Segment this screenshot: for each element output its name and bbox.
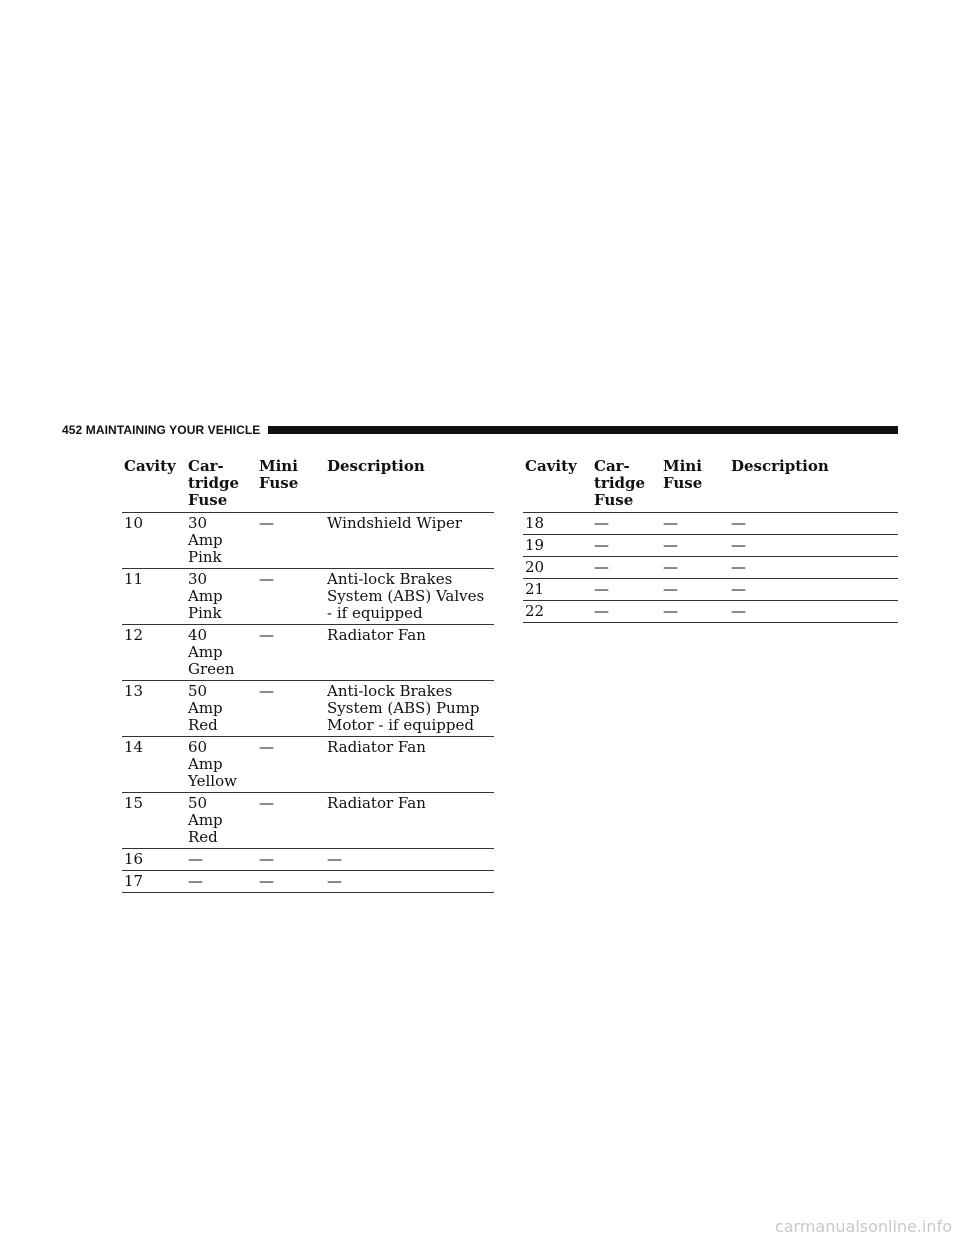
table-row <box>122 871 494 893</box>
description-cell-text: Anti-lock Brakes System (ABS) Valves - if equipped <box>327 570 485 622</box>
cartridge-fuse-cell-text: 40 Amp Green <box>188 626 235 678</box>
table-row <box>523 513 898 535</box>
table-row <box>122 849 494 871</box>
cavity-cell-text: 15 <box>124 794 144 812</box>
description-cell-text: Radiator Fan <box>327 738 426 756</box>
column-header-cartridge <box>186 456 257 513</box>
description-cell <box>729 557 898 579</box>
mini-fuse-cell-text: — <box>259 570 274 588</box>
mini-fuse-cell-text: — <box>663 602 678 620</box>
cartridge-fuse-cell <box>186 513 257 569</box>
description-cell-text: Radiator Fan <box>327 626 426 644</box>
fuse-table-right-body <box>523 513 898 623</box>
cartridge-fuse-cell-text: 60 Amp Yellow <box>188 738 237 790</box>
cavity-cell <box>523 601 592 623</box>
mini-fuse-cell-text: — <box>259 626 274 644</box>
cartridge-fuse-cell <box>186 681 257 737</box>
cavity-cell-text: 19 <box>525 536 545 554</box>
description-cell-text: — <box>327 850 342 868</box>
cartridge-fuse-cell-text: 30 Amp Pink <box>188 514 223 566</box>
cartridge-fuse-cell-text: — <box>594 580 609 598</box>
cavity-cell-text: 21 <box>525 580 545 598</box>
fuse-table-right <box>523 456 898 623</box>
table-row <box>523 557 898 579</box>
cavity-cell <box>122 681 186 737</box>
cavity-cell-text: 18 <box>525 514 545 532</box>
description-cell-text: — <box>731 514 746 532</box>
cartridge-fuse-cell-text: — <box>594 558 609 576</box>
cavity-cell-text: 22 <box>525 602 545 620</box>
description-cell-text: — <box>731 536 746 554</box>
column-header-mini-text: Mini Fuse <box>259 457 299 492</box>
description-cell <box>325 793 494 849</box>
mini-fuse-cell <box>257 625 325 681</box>
cartridge-fuse-cell-text: 50 Amp Red <box>188 682 223 734</box>
mini-fuse-cell <box>257 849 325 871</box>
description-cell <box>729 513 898 535</box>
column-header-mini <box>257 456 325 513</box>
description-cell-text: — <box>327 872 342 890</box>
mini-fuse-cell <box>257 681 325 737</box>
cavity-cell-text: 12 <box>124 626 144 644</box>
column-header-cartridge <box>592 456 661 513</box>
cavity-cell <box>122 737 186 793</box>
cavity-cell <box>523 557 592 579</box>
cartridge-fuse-cell-text: — <box>594 602 609 620</box>
cartridge-fuse-cell <box>186 569 257 625</box>
description-cell-text: Windshield Wiper <box>327 514 463 532</box>
cartridge-fuse-cell-text: — <box>188 872 203 890</box>
cartridge-fuse-cell <box>186 737 257 793</box>
mini-fuse-cell <box>661 601 729 623</box>
cavity-cell <box>122 569 186 625</box>
cartridge-fuse-cell <box>186 871 257 893</box>
description-cell-text: Anti-lock Brakes System (ABS) Pump Motor - if equipped <box>327 682 480 734</box>
description-cell <box>325 871 494 893</box>
cavity-cell-text: 13 <box>124 682 144 700</box>
mini-fuse-cell-text: — <box>663 536 678 554</box>
cavity-cell <box>122 871 186 893</box>
description-cell <box>729 601 898 623</box>
column-header-cartridge-text: Car- tridge Fuse <box>188 457 240 509</box>
description-cell-text: — <box>731 602 746 620</box>
mini-fuse-cell-text: — <box>259 738 274 756</box>
table-header-row <box>122 456 494 513</box>
mini-fuse-cell-text: — <box>259 682 274 700</box>
table-row <box>122 513 494 569</box>
description-cell <box>729 579 898 601</box>
mini-fuse-cell <box>257 793 325 849</box>
cartridge-fuse-cell <box>186 625 257 681</box>
fuse-table-left <box>122 456 494 893</box>
page-header-text: 452 MAINTAINING YOUR VEHICLE <box>62 423 261 437</box>
cartridge-fuse-cell <box>186 849 257 871</box>
table-row <box>523 601 898 623</box>
mini-fuse-cell-text: — <box>259 850 274 868</box>
cavity-cell-text: 11 <box>124 570 144 588</box>
description-cell <box>325 625 494 681</box>
column-header-cavity: Cavity <box>523 456 592 513</box>
header-rule <box>268 426 898 434</box>
column-header-mini-text: Mini Fuse <box>663 457 703 492</box>
mini-fuse-cell-text: — <box>663 558 678 576</box>
cartridge-fuse-cell-text: — <box>594 514 609 532</box>
table-row <box>122 625 494 681</box>
cavity-cell <box>523 579 592 601</box>
mini-fuse-cell-text: — <box>259 872 274 890</box>
column-header-description: Description <box>325 456 494 513</box>
cavity-cell-text: 16 <box>124 850 144 868</box>
cavity-cell-text: 14 <box>124 738 144 756</box>
mini-fuse-cell <box>257 513 325 569</box>
table-row <box>523 535 898 557</box>
cartridge-fuse-cell-text: — <box>594 536 609 554</box>
mini-fuse-cell-text: — <box>663 514 678 532</box>
cavity-cell <box>523 535 592 557</box>
cartridge-fuse-cell-text: 30 Amp Pink <box>188 570 223 622</box>
cavity-cell <box>122 513 186 569</box>
cartridge-fuse-cell <box>592 579 661 601</box>
cavity-cell-text: 10 <box>124 514 144 532</box>
table-row <box>122 737 494 793</box>
mini-fuse-cell-text: — <box>259 794 274 812</box>
cavity-cell <box>523 513 592 535</box>
cartridge-fuse-cell <box>592 601 661 623</box>
column-header-description: Description <box>729 456 898 513</box>
mini-fuse-cell <box>661 513 729 535</box>
mini-fuse-cell-text: — <box>259 514 274 532</box>
table-header-row <box>523 456 898 513</box>
description-cell <box>325 849 494 871</box>
cartridge-fuse-cell <box>592 513 661 535</box>
description-cell <box>325 737 494 793</box>
description-cell <box>729 535 898 557</box>
cartridge-fuse-cell-text: — <box>188 850 203 868</box>
cavity-cell <box>122 793 186 849</box>
description-cell <box>325 681 494 737</box>
column-header-mini <box>661 456 729 513</box>
cavity-cell-text: 20 <box>525 558 545 576</box>
column-header-cavity: Cavity <box>122 456 186 513</box>
table-row <box>523 579 898 601</box>
mini-fuse-cell <box>661 557 729 579</box>
mini-fuse-cell <box>257 569 325 625</box>
mini-fuse-cell <box>257 737 325 793</box>
description-cell-text: — <box>731 580 746 598</box>
description-cell-text: — <box>731 558 746 576</box>
cartridge-fuse-cell-text: 50 Amp Red <box>188 794 223 846</box>
cartridge-fuse-cell <box>186 793 257 849</box>
description-cell-text: Radiator Fan <box>327 794 426 812</box>
mini-fuse-cell <box>661 535 729 557</box>
table-row <box>122 681 494 737</box>
cartridge-fuse-cell <box>592 557 661 579</box>
page-header <box>62 421 898 439</box>
watermark: carmanualsonline.info <box>774 1217 952 1236</box>
cartridge-fuse-cell <box>592 535 661 557</box>
cavity-cell-text: 17 <box>124 872 144 890</box>
table-row <box>122 569 494 625</box>
fuse-table-left-body <box>122 513 494 893</box>
column-header-cartridge-text: Car- tridge Fuse <box>594 457 646 509</box>
cavity-cell <box>122 625 186 681</box>
mini-fuse-cell <box>257 871 325 893</box>
table-row <box>122 793 494 849</box>
description-cell <box>325 513 494 569</box>
mini-fuse-cell-text: — <box>663 580 678 598</box>
cavity-cell <box>122 849 186 871</box>
description-cell <box>325 569 494 625</box>
mini-fuse-cell <box>661 579 729 601</box>
